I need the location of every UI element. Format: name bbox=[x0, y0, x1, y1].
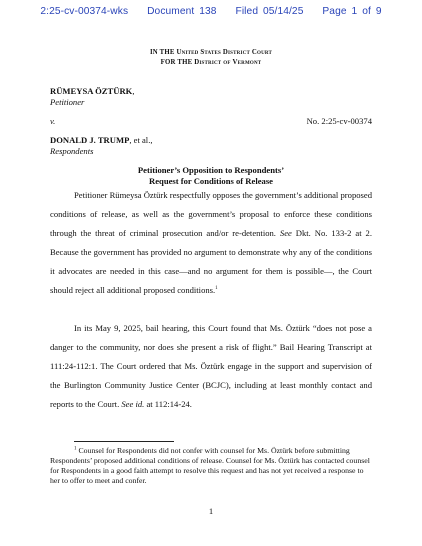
paragraph-1: Petitioner Rümeysa Öztürk respectfully opposes the government’s additional proposed conditions of release, as well as the government’s proposal to enforce these conditions through the threat of criminal prosecution and/or re-detention. See Dkt. No. 133-2 at 2. Because the government has provided no argument to demonstrate why any of the conditions it advocates are needed in this case—and no argument for them is possible—, the Court should reject all additional proposed conditions.$^1$ bbox=[50, 190, 372, 295]
court-heading-line1: IN THE United States District Court bbox=[149, 49, 273, 56]
ecf-filing-header bbox=[0, 6, 422, 17]
versus: v. bbox=[50, 116, 56, 126]
paragraph-2: In its May 9, 2025, bail hearing, this Court found that Ms. Öztürk “does not pose a danger to the community, nor does she present a risk of flight.” Bail Hearing Transcript at 111:24-112:1. The Court ordered that Ms. Öztürk engage in the support and supervision of the Burlington Community Justice Center (BCJC), including at least monthly contact and reports to the Court. See id. at 112:14-24. bbox=[50, 323, 372, 409]
petitioner-role: Petitioner bbox=[50, 97, 85, 107]
document-number: Document 138 bbox=[147, 6, 217, 17]
case-number: 2:25-cv-00374-wks bbox=[40, 6, 129, 17]
petitioner-name: RÜMEYSA ÖZTÜRK, bbox=[50, 86, 135, 96]
case-number-caption: No. 2:25-cv-00374 bbox=[306, 116, 372, 126]
page-number: 1 bbox=[208, 506, 214, 516]
filed-date: Filed 05/14/25 bbox=[235, 6, 304, 17]
page-of-pages: Page 1 of 9 bbox=[322, 6, 382, 17]
footnote-ref: 1 bbox=[215, 286, 218, 292]
respondent-role: Respondents bbox=[50, 146, 94, 156]
footnote-divider bbox=[74, 441, 174, 442]
footnote-1: $^1$ Counsel for Respondents did not confer with counsel for Ms. Öztürk before submitting Respondents’ proposed additional conditions of release. Counsel for Ms. Öztürk has contacted counsel for Respondents in a good faith attempt to resolve this request and has not yet received a response to her to offer to meet and confer. bbox=[50, 446, 370, 485]
document-title: Petitioner’s Opposition to Respondents’ Request for Conditions of Release bbox=[137, 165, 285, 186]
respondent-name: DONALD J. TRUMP, et al., bbox=[50, 135, 153, 145]
court-heading bbox=[0, 48, 422, 68]
court-heading-line2: FOR THE District of Vermont bbox=[160, 59, 262, 66]
